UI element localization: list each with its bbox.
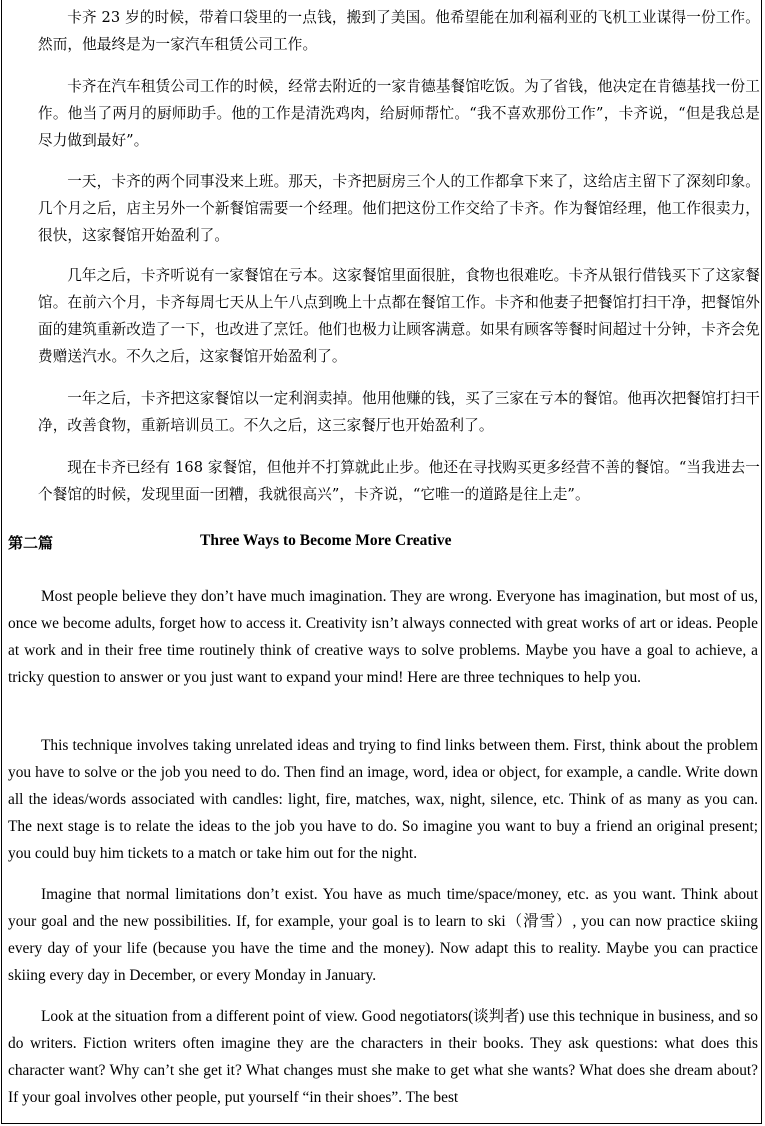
story-paragraph-4: 几年之后，卡齐听说有一家餐馆在亏本。这家餐馆里面很脏，食物也很难吃。卡齐从银行借钱买下了这家餐馆。在前六个月，卡齐每周七天从上午八点到晚上十点都在餐馆工作。卡齐和他妻子把餐馆打扫干净，把餐馆外面的建筑重新改造了一下，也改进了烹饪。他们也极力让顾客满意。如果有顾客等餐时间超过十分钟，卡齐会免费赠送汽水。不久之后，这家餐馆开始盈利了。 — [38, 267, 760, 365]
story-paragraph-3: 一天，卡齐的两个同事没来上班。那天，卡齐把厨房三个人的工作都拿下来了，这给店主留下了深刻印象。几个月之后，店主另外一个新餐馆需要一个经理。他们把这份工作交给了卡齐。作为餐馆经理，他工作很卖力，很快，这家餐馆开始盈利了。 — [38, 173, 760, 244]
document-page — [1, 0, 762, 1124]
article-paragraph-1: Most people believe they don’t have much imagination. They are wrong. Everyone has imagination, but most of us, once we become adults, forget how to access it. Creativity isn’t always connected with great works of art or ideas. People at work and in their free time routinely think of creative ways to solve problems. Maybe you have a goal to achieve, a tricky question to answer or you just want to expand your mind! Here are three techniques to help you. — [8, 588, 758, 686]
section-label: 第二篇 — [8, 534, 54, 552]
article-paragraph-4: Look at the situation from a different point of view. Good negotiators(谈判者) use this technique in business, and so do writers. Fiction writers often imagine they are the characters in their books. They ask questions: what does this character want? Why can’t she get it? What changes must she make to get what she wants? What does she dream about? If your goal involves other people, put yourself “in their shoes”. The best — [8, 1008, 758, 1106]
section-title: Three Ways to Become More Creative — [200, 532, 452, 549]
story-paragraph-2: 卡齐在汽车租赁公司工作的时候，经常去附近的一家肯德基餐馆吃饭。为了省钱，他决定在肯德基找一份工作。他当了两月的厨师助手。他的工作是清洗鸡肉，给厨师帮忙。“我不喜欢那份工作”，卡齐说，“但是我总是尽力做到最好”。 — [38, 78, 760, 149]
section-heading — [8, 532, 758, 558]
story-paragraph-5: 一年之后，卡齐把这家餐馆以一定利润卖掉。他用他赚的钱，买了三家在亏本的餐馆。他再次把餐馆打扫干净，改善食物，重新培训员工。不久之后，这三家餐厅也开始盈利了。 — [38, 390, 760, 434]
story-paragraph-6: 现在卡齐已经有 168 家餐馆，但他并不打算就此止步。他还在寻找购买更多经营不善的餐馆。“当我进去一个餐馆的时候，发现里面一团糟，我就很高兴”，卡齐说，“它唯一的道路是往上走”。 — [38, 459, 760, 503]
story-paragraph-1: 卡齐 23 岁的时候，带着口袋里的一点钱，搬到了美国。他希望能在加利福利亚的飞机工业谋得一份工作。然而，他最终是为一家汽车租赁公司工作。 — [38, 9, 760, 53]
article-paragraph-3: Imagine that normal limitations don’t exist. You have as much time/space/money, etc. as you want. Think about your goal and the new possibilities. If, for example, your goal is to learn to ski（滑雪）, you can now practice skiing every day of your life (because you have the time and the money). Now adapt this to reality. Maybe you can practice skiing every day in December, or every Monday in January. — [8, 886, 758, 984]
article-paragraph-2: This technique involves taking unrelated ideas and trying to find links between them. First, think about the problem you have to solve or the job you need to do. Then find an image, word, idea or object, for example, a candle. Write down all the ideas/words associated with candles: light, fire, matches, wax, night, silence, etc. Think of as many as you can. The next stage is to relate the ideas to the job you have to do. So imagine you want to buy a friend an original present; you could buy him tickets to a match or take him out for the night. — [8, 737, 758, 862]
